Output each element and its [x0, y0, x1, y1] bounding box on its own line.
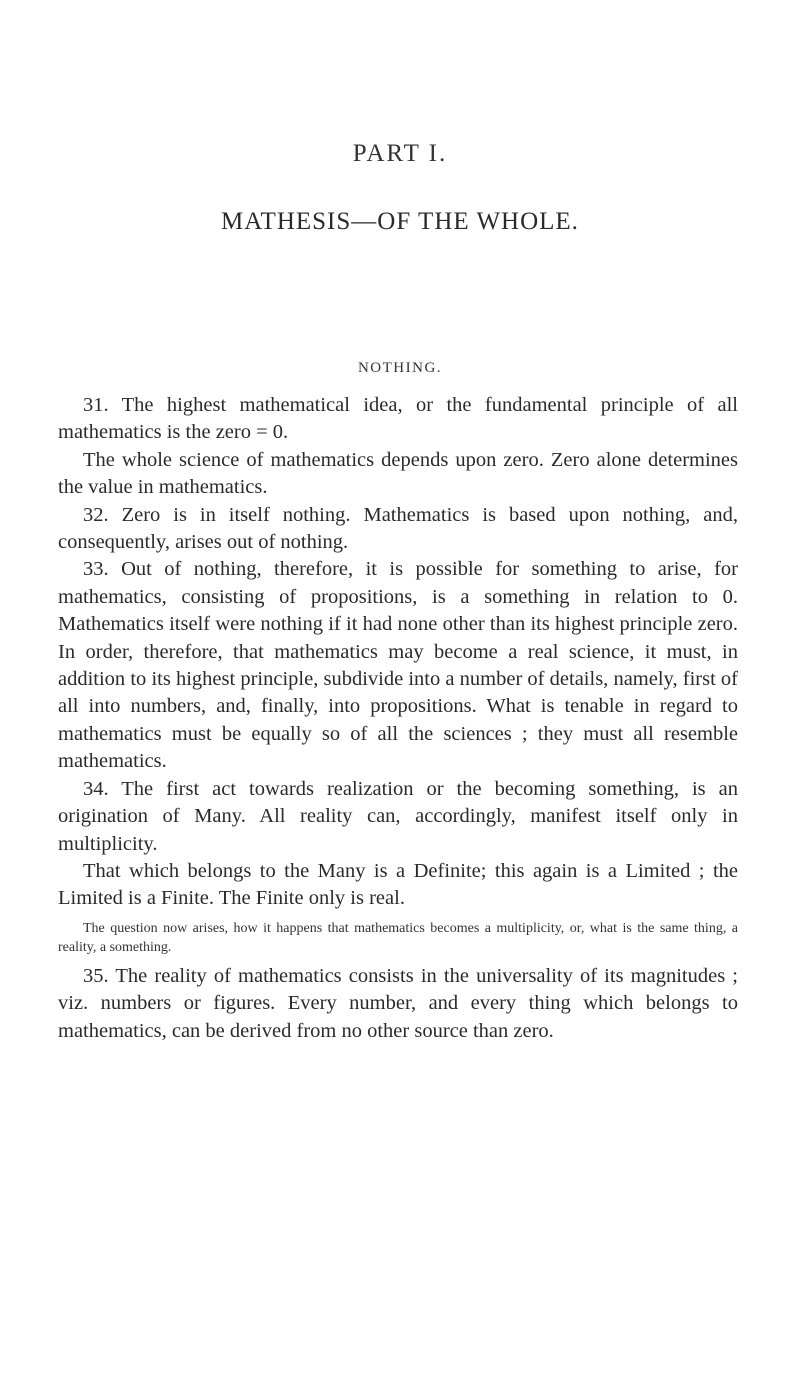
book-heading: MATHESIS—OF THE WHOLE.	[221, 208, 579, 235]
paragraph-zero: The whole science of mathematics depends upon zero. Zero alone determines the value in mathematics.	[58, 448, 738, 499]
section-heading: NOTHING.	[357, 360, 443, 376]
footnote: The question now arises, how it happens that mathematics becomes a multiplicity, or, what is the same thing, a reality, a something.	[58, 920, 738, 955]
paragraph-31: 31. The highest mathematical idea, or the fundamental principle of all mathematics is the zero = 0.	[58, 394, 738, 444]
paragraph-32: 32. Zero is in itself nothing. Mathematics is based upon nothing, and, consequently, arises out of nothing.	[58, 503, 738, 554]
paragraph-35: 35. The reality of mathematics consists in the universality of its magnitudes ; viz. numbers or figures. Every number, and every thing which belongs to mathematics, can be derived from no other source than zero.	[58, 964, 738, 1042]
part-heading: PART I.	[352, 140, 448, 167]
body-text	[58, 392, 738, 1045]
paragraph-definite: That which belongs to the Many is a Definite; this again is a Limited ; the Limited is a Finite. The Finite only is real.	[58, 859, 738, 910]
paragraph-34: 34. The first act towards realization or the becoming something, is an origination of Many. All reality can, accordingly, manifest itself only in multiplicity.	[58, 777, 738, 855]
paragraph-33: 33. Out of nothing, therefore, it is possible for something to arise, for mathematics, consisting of propositions, is a something in relation to 0. Mathematics itself were nothing if it had none other than its highest principle zero. In order, therefore, that mathematics may become a real science, it must, in addition to its highest principle, subdivide into a number of details, namely, first of all into numbers, and, finally, into propositions. What is tenable in regard to mathematics must be equally so of all the sciences ; they must all resemble mathematics.	[58, 558, 738, 773]
